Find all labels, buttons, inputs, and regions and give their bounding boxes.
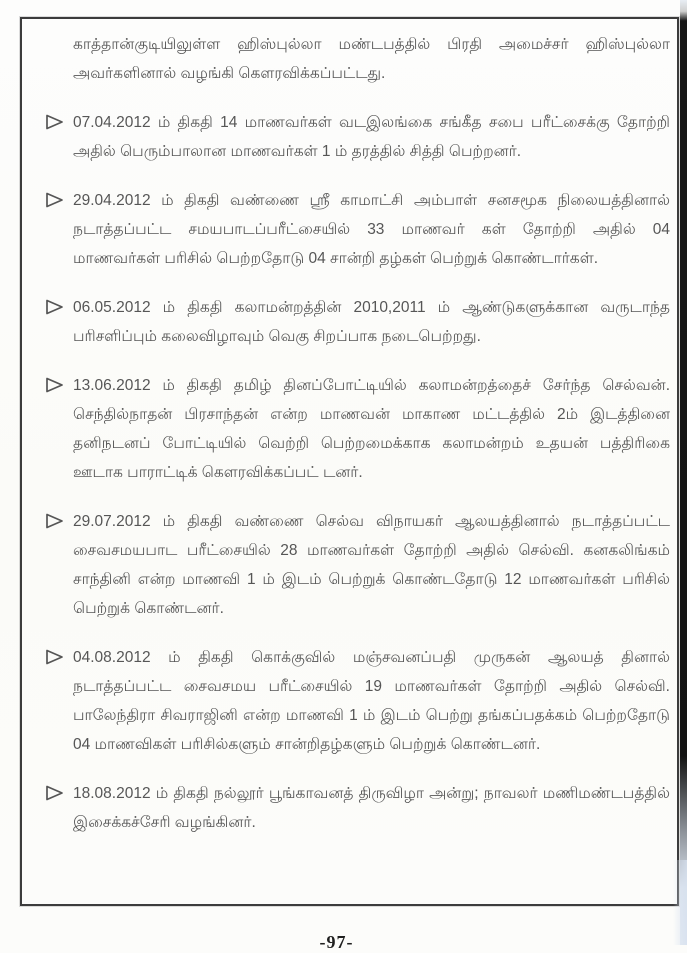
list-item xyxy=(73,108,670,166)
scan-edge-fade xyxy=(673,860,687,945)
list-item xyxy=(73,371,670,487)
event-text: 04.08.2012 ம் திகதி கொக்குவில் மஞ்சவனப்பதி முருகன் ஆலயத் தினால் நடாத்தப்பட்ட சைவசமய பரீட்சையில் 19 மாணவர்கள் தோற்றி அதில் செல்வி. பாலேந்திரா சிவராஜினி என்ற மாணவி 1 ம் இடம் பெற்று தங்கப்பதக்கம் பெற்றதோடு 04 மாணவிகள் பரிசில்களும் சான்றிதழ்களும் பெற்றுக் கொண்டனர். xyxy=(73,649,670,753)
event-text: 07.04.2012 ம் திகதி 14 மாணவர்கள் வடஇலங்கை சங்கீத சபை பரீட்சைக்கு தோற்றி அதில் பெரும்பாலான மாணவர்கள் 1 ம் தரத்தில் சித்தி பெற்றனர். xyxy=(73,114,670,160)
arrow-bullet-icon xyxy=(45,114,64,130)
arrow-bullet-icon xyxy=(45,513,64,529)
intro-paragraph: காத்தான்குடியிலுள்ள ஹிஸ்புல்லா மண்டபத்தில் பிரதி அமைச்சர் ஹிஸ்புல்லா அவர்களினால் வழங்கி கௌரவிக்கப்பட்டது. xyxy=(73,36,670,82)
scan-edge-artifact xyxy=(680,0,687,945)
arrow-bullet-icon xyxy=(45,649,64,665)
event-text: 06.05.2012 ம் திகதி கலாமன்றத்தின் 2010,2011 ம் ஆண்டுகளுக்கான வருடாந்த பரிசளிப்பும் கலைவிழாவும் வெகு சிறப்பாக நடைபெற்றது. xyxy=(73,299,670,345)
list-item xyxy=(73,779,670,837)
event-text: 18.08.2012 ம் திகதி நல்லூர் பூங்காவனத் திருவிழா அன்று; நாவலர் மணிமண்டபத்தில் இசைக்கச்சேரி வழங்கினர். xyxy=(73,785,670,831)
event-text: 29.07.2012 ம் திகதி வண்ணை செல்வ விநாயகர் ஆலயத்தினால் நடாத்தப்பட்ட சைவசமயபாட பரீட்சையில் 28 மாணவர்கள் தோற்றி அதில் செல்வி. கனகலிங்கம் சாந்தினி என்ற மாணவி 1 ம் இடம் பெற்றுக் கொண்டதோடு 12 மாணவர்கள் பரிசில் பெற்றுக் கொண்டனர். xyxy=(73,513,670,617)
page-border-frame xyxy=(20,17,679,906)
arrow-bullet-icon xyxy=(45,192,64,208)
list-item xyxy=(73,507,670,623)
event-text: 13.06.2012 ம் திகதி தமிழ் தினப்போட்டியில் கலாமன்றத்தைச் சேர்ந்த செல்வன். செந்தில்நாதன் பிரசாந்தன் என்ற மாணவன் மாகாண மட்டத்தில் 2ம் இடத்தினை தனிநடனப் போட்டியில் வெற்றி பெற்றமைக்காக கலாமன்றம் உதயன் பத்திரிகை ஊடாக பாராட்டிக் கௌரவிக்கப்பட் டனர். xyxy=(73,377,670,481)
event-list xyxy=(36,108,673,837)
list-item xyxy=(73,186,670,273)
arrow-bullet-icon xyxy=(45,785,64,801)
list-item xyxy=(73,643,670,759)
arrow-bullet-icon xyxy=(45,377,64,393)
page-number: -97- xyxy=(319,932,354,952)
arrow-bullet-icon xyxy=(45,299,64,315)
event-text: 29.04.2012 ம் திகதி வண்ணை ஸ்ரீ காமாட்சி அம்பாள் சனசமூக நிலையத்தினால் நடாத்தப்பட்ட சமயபாடப்பரீட்சையில் 33 மாணவர் கள் தோற்றி அதில் 04 மாணவர்கள் பரிசில் பெற்றதோடு 04 சான்றி தழ்கள் பெற்றுக் கொண்டார்கள். xyxy=(73,192,670,267)
list-item xyxy=(73,293,670,351)
